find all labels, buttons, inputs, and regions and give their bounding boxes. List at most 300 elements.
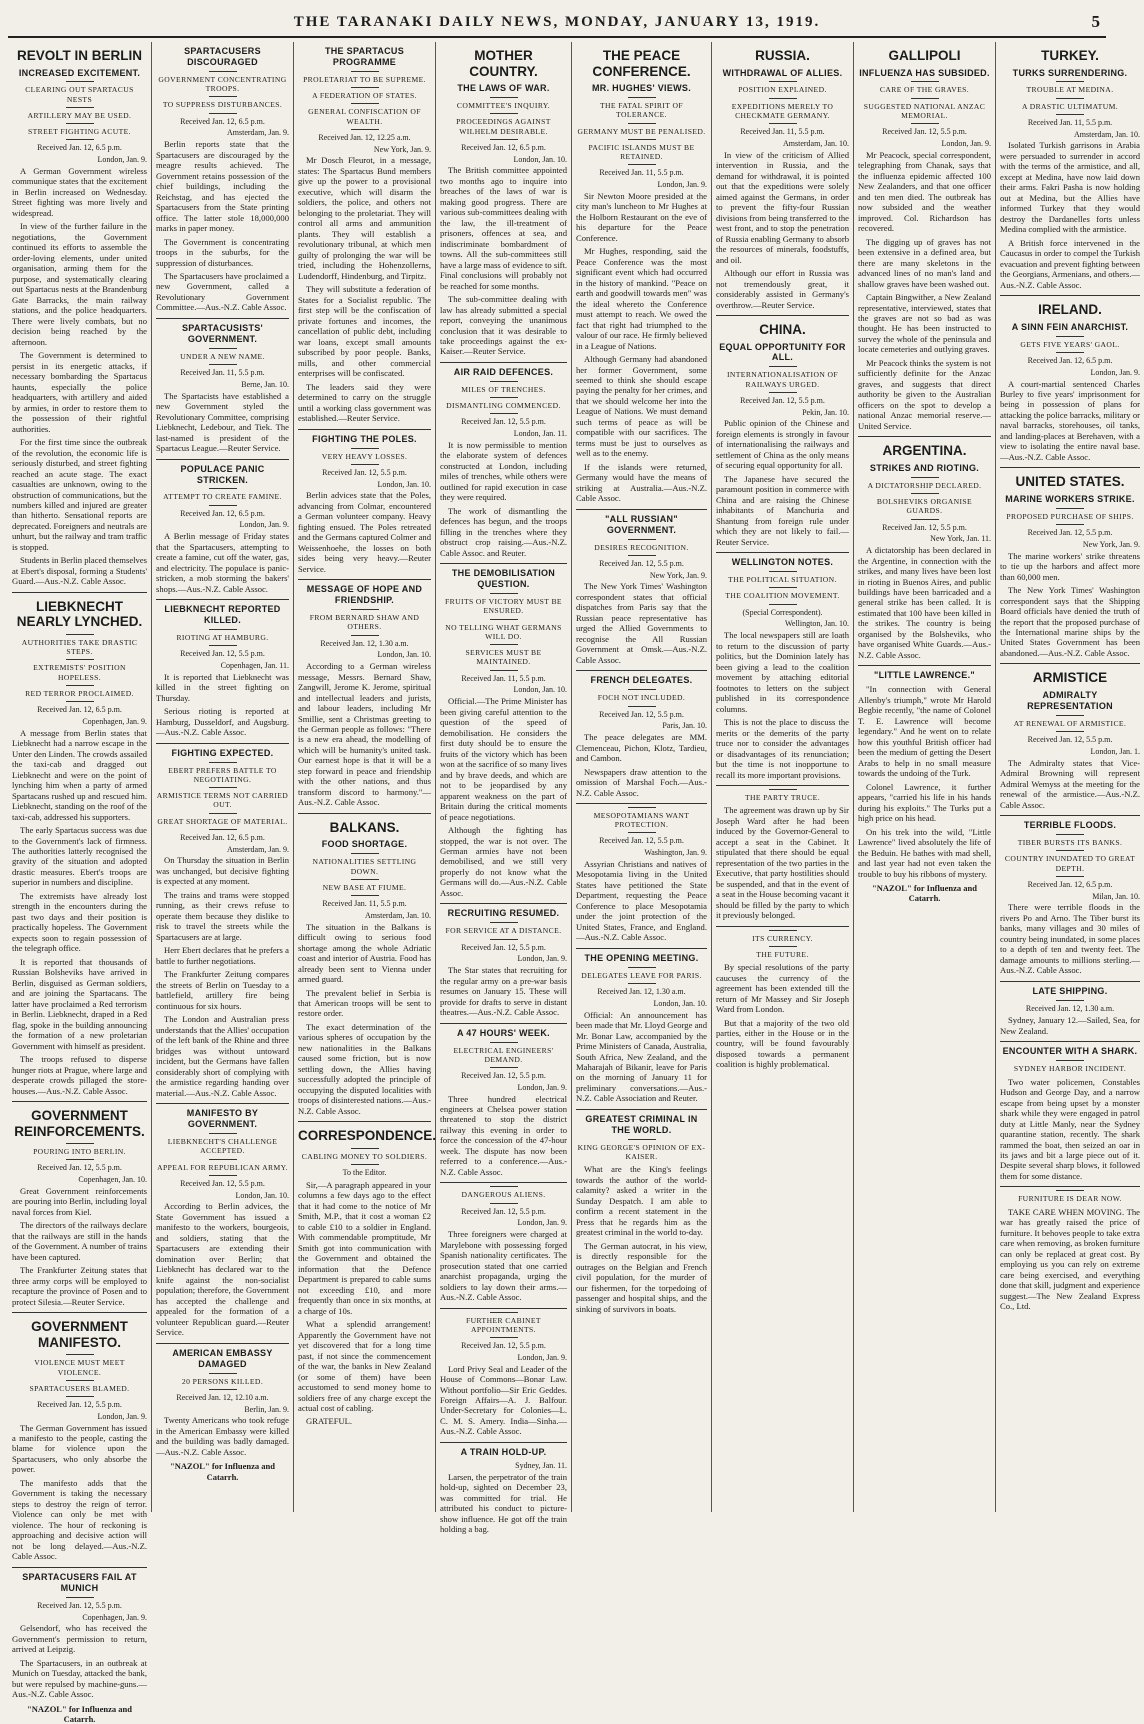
dash-rule	[490, 1337, 518, 1338]
article-received: Received Jan. 11, 5.5 p.m.	[180, 368, 265, 378]
article-dateline: Copenhagen, Jan. 11.	[220, 661, 289, 671]
article	[716, 785, 849, 921]
article-divider	[298, 429, 431, 430]
article-paragraph: "In connection with General Allenby's triumph," wrote Mr Harold Begbie recently, "the name of Colonel T. E. Lawrence will become legendary." And he went on to relate how this youthful British officer had been the medium of getting the Desert Arabs to help in no small measure towards the undoing of the Turk.	[858, 684, 991, 779]
article-paragraph: Although Germany had abandoned her former Government, some seemed to think she should escape paying the penalty for her crimes, and that we should welcome her into the League of Nations. We must demand such terms of peace as will be compatible with our sacrifices. The terms must be just to ourselves as well as to the enemy.	[576, 354, 707, 459]
article-paragraph: Colonel Lawrence, it further appears, "carried his life in his hands during his exploits." The Turks put a high price on his head.	[858, 781, 991, 824]
article-paragraph: Isolated Turkish garrisons in Arabia were persuaded to surrender in accord with the terms of the armistice, and all, except at Medina, have now laid down their arms. Fakri Pasha is now holding out at Medina, but the Allies have informed Turkey that they would destroy the Dardanelles forts unless Medina complied with the armistice.	[1000, 140, 1140, 235]
article-dateline: London, Jan. 9.	[517, 1352, 567, 1362]
article-dateline: Amsterdam, Jan. 9.	[227, 128, 289, 138]
article-paragraph: The extremists have already lost strength in the encounters during the past two days and their position is practically hopeless. The Government expects soon to regain possession of the telegraph office.	[12, 890, 147, 954]
article-received: Received Jan. 12, 5.5 p.m.	[180, 1178, 265, 1188]
article-deck: TROUBLE AT MEDINA.	[1026, 85, 1114, 95]
article-deck: THE FUTURE.	[756, 949, 809, 959]
dash-rule	[66, 701, 94, 702]
article-paragraph: A court-martial sentenced Charles Burley to five years' imprisonment for being in possession of plans for attacking the police barracks, military or naval barracks, storehouses, oil tanks, and landing-places at Berehaven, with a view to isolating the entire naval base.—Aus.-N.Z. Cable Assoc.	[1000, 378, 1140, 462]
article-paragraph: Herr Ebert declares that he prefers a battle to further negotiations.	[156, 945, 289, 966]
article-deck: EBERT PREFERS BATTLE TO NEGOTIATING.	[168, 765, 277, 784]
article-divider	[576, 670, 707, 671]
article-paragraph: Official.—The Prime Minister has been giving careful attention to the question of the speed of demobilisation. He considers the first duty should be to ensure the fruits of the victory which has been won at the sacrifice of so many lives and by brave deeds, and which are not to be jeopardised by any apparent weakness on the part of Britain during the critical moments of peace negotiations.	[440, 696, 567, 822]
article-dateline: Copenhagen, Jan. 9.	[82, 716, 147, 726]
dash-rule	[490, 1042, 518, 1043]
article-divider	[440, 903, 567, 904]
dash-rule	[351, 129, 379, 130]
article-headline: ARGENTINA.	[882, 443, 967, 459]
article-divider	[576, 948, 707, 949]
article-divider	[156, 318, 289, 319]
article-paragraph: The Government is determined to persist in its energetic attacks, if necessary bombarding the Spartacus haunts, especially the police headquarters, with artillery and aided by armies, in order to restore them to the possession of their rightful authorities.	[12, 350, 147, 434]
dash-rule	[209, 488, 237, 489]
article-paragraph: The situation in the Balkans is difficult owing to serious food shortage among the whole Adriatic coast and interior of Austria. Food has already been sent to Vienna under armed guard.	[298, 921, 431, 985]
article-received: Received Jan. 11, 5.5 p.m.	[1027, 117, 1113, 127]
article-paragraph: Larsen, the perpetrator of the train hold-up, sighted on December 23, was committed for trial. He attributed his conduct to picture-show influence. He got off the train holding a bag.	[440, 1471, 567, 1535]
article	[440, 1023, 567, 1178]
article-received: Received Jan. 12, 5.5 p.m.	[882, 127, 967, 137]
dash-rule	[769, 930, 797, 931]
dash-rule	[66, 634, 94, 635]
dash-rule	[628, 967, 656, 968]
dash-rule	[490, 939, 518, 940]
dash-rule	[769, 123, 797, 124]
dash-rule	[490, 1067, 518, 1068]
article-deck: FROM BERNARD SHAW AND OTHERS.	[309, 613, 420, 632]
article-paragraph: A Berlin message of Friday states that the Spartacusers, attempting to create a famine, cut off the water, gas, and electricity. The populace is panic-stricken, a mob storming the bakers' shops.—Aus.-N.Z. Cable Assoc.	[156, 531, 289, 594]
article-paragraph: The Frankfurter Zeitung compares the streets of Berlin on Tuesday to a battlefield, artillery fire being continuous for six hours.	[156, 969, 289, 1011]
article-deck: STREET FIGHTING ACUTE.	[28, 127, 131, 137]
article-divider	[1000, 815, 1140, 816]
article-paragraph: The London and Australian press understands that the Allies' occupation of the left bank of the Rhine and three bridges was without untoward incident, but the Germans have fallen considerably short of complying with the armistice regarding handing over material.—Aus.-N.Z. Cable Assoc.	[156, 1014, 289, 1098]
article-paragraph: Although our effort in Russia was not tremendously great, it considerably assisted in Germany's overthrow.—Reuter Service.	[716, 268, 849, 310]
dash-rule	[628, 123, 656, 124]
article-deck: INTERNATIONALISATION OF RAILWAYS URGED.	[726, 370, 839, 389]
article-deck: TO SUPPRESS DISTURBANCES.	[162, 100, 283, 110]
dash-rule	[490, 1312, 518, 1313]
dash-rule	[628, 164, 656, 165]
article-paragraph: According to a German wireless message, Messrs. Bernard Shaw, Zangwill, Jerome K. Jerome, spiritual and intellectual leaders and jurists, and labour leaders, including Mr Smillie, sent a Christmas greeting to the German people as follows: "There is a new era ahead, the modelling of which will be humanity's united task. Our earnest hope is that it will be a step forward in peace and friendship with the other nations, and thus transform discord to harmony."—Aus.-N.Z. Cable Assoc.	[298, 661, 431, 808]
dash-rule	[209, 505, 237, 506]
article-paragraph: The Admiralty states that Vice-Admiral Browning will represent Admiral Wemyss at the meeting for the renewal of the armistice.—Aus.-N.Z. Cable Assoc.	[1000, 757, 1140, 810]
article-headline: BALKANS.	[329, 819, 400, 835]
article-paragraph: Sydney, January 12.—Sailed, Sea, for New Zealand.	[1000, 1015, 1140, 1036]
dash-rule	[66, 123, 94, 124]
dash-rule	[209, 348, 237, 349]
dash-rule	[911, 493, 939, 494]
dash-rule	[1056, 352, 1084, 353]
dash-rule	[351, 1164, 379, 1165]
masthead	[0, 0, 1114, 42]
article-paragraph: A British force intervened in the Caucasus in order to compel the Turkish evacuation and prevent fighting between the Georgians, Armenians, and others.—Aus.-N.Z. Cable Assoc.	[1000, 237, 1140, 290]
article-subheadline: THE SPARTACUS PROGRAMME	[324, 46, 405, 67]
article	[298, 46, 431, 424]
article-paragraph: For the first time since the outbreak of the revolution, the economic life is seriously disturbed, and street fighting reached an acute stage. The exact casualties are unknown, owing to the obstruction of communications, but the numbers killed and injured are greater than hitherto. Sensational reports are deprecated. Foreigners and neutrals are unhurt, but the railway and tram traffic is stopped.	[12, 437, 147, 552]
article	[576, 670, 707, 798]
article-headline: RUSSIA.	[755, 48, 810, 63]
article-paragraph: A German Government wireless communique states that the excitement in Berlin increased on Wednesday. Street fighting was more lively and widespread.	[12, 165, 147, 218]
article-paragraph: Mr Peacock thinks the system is not sufficiently definite for the Anzac graves, and suggests that direct authority be given to the Australian officers on the spot to develop a national Anzac memorial reserve.—United Service.	[858, 357, 991, 431]
article	[576, 509, 707, 666]
article-paragraph: In view of the criticism of Allied intervention in Russia, and the demand for withdrawal, it is pointed out that the expeditions were solely aimed against the Germans, in order to prevent the fifty-four Russian divisions from being transferred to the west front, and to stop the penetration of Russia enabling Germany to absorb the resources of minerals, foodstuffs, and oil.	[716, 149, 849, 265]
article-deck: LIEBKNECHT'S CHALLENGE ACCEPTED.	[167, 1137, 278, 1156]
dash-rule	[628, 1139, 656, 1140]
article-subheadline: A 47 HOURS' WEEK.	[457, 1027, 550, 1038]
article-paragraph: The Frankfurter Zeitung states that three army corps will be employed to recapture the province of Posen and to protect Silesia.—Reuter Service.	[12, 1265, 147, 1307]
article-dateline: London, Jan. 10.	[377, 650, 431, 660]
dash-rule	[66, 1143, 94, 1144]
dash-rule	[209, 1389, 237, 1390]
column-3	[294, 42, 436, 1512]
article-dateline: London, Jan. 11.	[513, 429, 567, 439]
dash-rule	[769, 587, 797, 588]
dash-rule	[209, 829, 237, 830]
article-dateline: New York, Jan. 9.	[373, 144, 431, 154]
article-divider	[12, 1312, 147, 1313]
dash-rule	[209, 645, 237, 646]
article-paragraph: Official: An announcement has been made that Mr. Lloyd George and Mr. Bonar Law, accompanied by the Prime Ministers of Canada, Australia, South Africa, New Zealand, and the Maharajah of Bikanir, leave for Paris on the morning of January 11 for preliminary conversations.—Aus.-N.Z. Cable Association and Reuter.	[576, 1009, 707, 1104]
dash-rule	[490, 139, 518, 140]
dash-rule	[490, 670, 518, 671]
column-5	[572, 42, 712, 1512]
article-deck: FOR SERVICE AT A DISTANCE.	[445, 926, 562, 936]
article-deck: AUTHORITIES TAKE DRASTIC STEPS.	[21, 637, 138, 657]
article-deck: ARMISTICE TERMS NOT CARRIED OUT.	[156, 791, 289, 810]
column-1	[8, 42, 152, 1724]
article-paragraph: The Spartacists have established a new Government styled the Revolutionary Committee, comprising Liebknecht, Ledebour, and Tiek. The last-named is president of the Spartacus League.—Reuter Service.	[156, 390, 289, 454]
dash-rule	[1056, 98, 1084, 99]
article-paragraph: This is not the place to discuss the merits or the demerits of the party truce nor to consider the advantages or disadvantages of its renunciation; but the time is not inopportune to recall its more important provisions.	[716, 717, 849, 780]
article-divider	[298, 813, 431, 814]
article-deck: BOLSHEVIKS ORGANISE GUARDS.	[876, 497, 973, 516]
dash-rule	[911, 81, 939, 82]
dash-rule	[490, 619, 518, 620]
article-headline: GOVERNMENT MANIFESTO.	[31, 1319, 128, 1350]
article-deck: A DRASTIC ULTIMATUM.	[1021, 101, 1119, 111]
article-subheadline: MESSAGE OF HOPE AND FRIENDSHIP.	[306, 584, 423, 606]
article-paragraph: The manifesto adds that the Government is taking the necessary steps to destroy the reign of terror. Violence can only be met with violence. The hour of reckoning is approaching and decisive action will not be long delayed.—Aus.-N.Z. Cable Assoc.	[12, 1477, 147, 1562]
article-deck: GERMANY MUST BE PENALISED.	[577, 126, 706, 136]
article-deck: SYDNEY HARBOR INCIDENT.	[1013, 1064, 1127, 1074]
dash-rule	[1056, 850, 1084, 851]
article-subheadline: AIR RAID DEFENCES.	[453, 366, 554, 377]
article-divider	[440, 1182, 567, 1183]
article-deck: FOCH NOT INCLUDED.	[597, 693, 686, 703]
dash-rule	[66, 1354, 94, 1355]
article-dateline: Berne, Jan. 10.	[241, 379, 289, 389]
dash-rule	[209, 629, 237, 630]
article-deck: SPARTACUSERS BLAMED.	[29, 1383, 130, 1393]
article-paragraph: The British committee appointed two months ago to inquire into breaches of the laws of war is making good progress. There are various sub-committees dealing with the law, the ill-treatment of prisoners, offences at sea, and indiscriminate bombardment of towns. All the sub-committees still have a large mass of evidence to sift. Final conclusions will probably not be reached for some months.	[440, 165, 567, 291]
article-divider	[1000, 663, 1140, 664]
article-headline: THE PEACE CONFERENCE.	[592, 48, 691, 79]
dash-rule	[628, 832, 656, 833]
article	[156, 318, 289, 454]
article-divider	[716, 785, 849, 786]
article-deck: AT RENEWAL OF ARMISTICE.	[1013, 718, 1127, 728]
article-divider	[12, 1567, 147, 1568]
masthead-title: THE TARANAKI DAILY NEWS, MONDAY, JANUARY 13, 1919.	[293, 14, 821, 30]
dash-rule	[911, 519, 939, 520]
newspaper-columns	[8, 42, 1140, 1724]
article-deck: EXPEDITIONS MERELY TO CHECKMATE GERMANY.	[731, 101, 834, 120]
article-received: Received Jan. 12, 5.5 p.m.	[461, 417, 546, 427]
dash-rule	[1056, 524, 1084, 525]
article-deck: MILES OF TRENCHES.	[461, 384, 546, 394]
article-deck: NATIONALITIES SETTLING DOWN.	[312, 857, 417, 876]
article-headline: IRELAND.	[1038, 302, 1102, 318]
article-received: Received Jan. 12, 5.5 p.m.	[599, 836, 684, 846]
article-dateline: New York, Jan. 9.	[649, 570, 707, 580]
article-dateline: Paris, Jan. 10.	[662, 721, 707, 731]
article-dateline: Copenhagen, Jan. 9.	[82, 1612, 147, 1622]
article-received: Received Jan. 12, 6.5 p.m.	[180, 116, 265, 126]
article	[156, 1343, 289, 1458]
article-divider	[156, 1343, 289, 1344]
article-headline: CHINA.	[759, 322, 806, 337]
article	[1000, 981, 1140, 1037]
article-divider	[1000, 981, 1140, 982]
dash-rule	[351, 448, 379, 449]
article-paragraph: TAKE CARE WHEN MOVING. The war has greatly raised the price of furniture. It behoves people to take extra care when removing, as broken furniture can only be replaced at great cost. By employing us you can rely on extreme care being exercised, and everything done that skill, judgment and experience suggest.—The New Zealand Express Co., Ltd.	[1000, 1206, 1140, 1312]
article-paragraph: Serious rioting is reported at Hamburg, Dusseldorf, and Augsburg.—Aus.-N.Z. Cable Assoc.	[156, 706, 289, 738]
article-paragraph: According to Berlin advices, the State Government has issued a manifesto to the workers, bourgeois, and soldiers, stating that the Spartacusers are extending their domination over Berlin; that Liebknecht has declared war to the knife against the non-socialist population; therefore, the Government has accepted the challenge and appealed for the formation of a volunteer Republican guard.—Reuter Service.	[156, 1201, 289, 1338]
article-subheadline: ENCOUNTER WITH A SHARK.	[1002, 1046, 1138, 1057]
article-received: Received Jan. 12, 6.5 p.m.	[180, 832, 265, 842]
article-deck: CARE OF THE GRAVES.	[879, 85, 970, 95]
article-paragraph: The troops refused to disperse hunger riots at Prague, where large and desperate crowds pillaged the store-houses.—Aus.-N.Z. Cable Assoc.	[12, 1054, 147, 1096]
article-dateline: London, Jan. 9.	[517, 1218, 567, 1228]
article-paragraph: Newspapers draw attention to the omission of Marshal Foch.—Aus.-N.Z. Cable Assoc.	[576, 766, 707, 798]
article-deck: A FEDERATION OF STATES.	[312, 91, 417, 101]
article-subheadline: AMERICAN EMBASSY DAMAGED	[172, 1347, 273, 1369]
article	[858, 436, 991, 660]
article-dateline: Amsterdam, Jan. 10.	[783, 138, 849, 148]
article-received: Received Jan. 12, 1.30 a.m.	[1025, 1003, 1115, 1013]
article-deck: POURING INTO BERLIN.	[33, 1147, 126, 1157]
article-dateline: Pekin, Jan. 10.	[802, 407, 849, 417]
article-dateline: London, Jan. 9.	[941, 138, 991, 148]
article-divider	[298, 579, 431, 580]
article-paragraph: GRATEFUL.	[306, 1416, 353, 1427]
article-paragraph: The trains and trams were stopped running, as their crews refuse to operate them because they dislike to risk to travel the streets while the Spartacusers are at large.	[156, 889, 289, 942]
article-received: Received Jan. 12, 5.5 p.m.	[37, 1400, 122, 1410]
article-paragraph: The Star states that recruiting for the regular army on a pre-war basis resumes on January 15. These will provide for drafts to serve in distant theatres.—Aus.-N.Z. Cable Assoc.	[440, 965, 567, 1018]
article-received: Received Jan. 12, 5.5 p.m.	[740, 395, 825, 405]
dash-rule	[769, 392, 797, 393]
article-dateline: New York, Jan. 11.	[930, 534, 991, 544]
dash-rule	[490, 593, 518, 594]
article-paragraph: By special resolutions of the party caucuses the currency of the agreement has been extended till the return of Mr Massey and Sir Joseph Ward from London.	[716, 962, 849, 1015]
article-deck: SUGGESTED NATIONAL ANZAC MEMORIAL.	[863, 101, 986, 120]
article-paragraph: The marine workers' strike threatens to tie up the harbors and affect more than 60,000 men.	[1000, 550, 1140, 582]
article	[12, 48, 147, 587]
column-8	[996, 42, 1144, 1512]
article-deck: FRUITS OF VICTORY MUST BE ENSURED.	[445, 597, 562, 616]
article-dateline: London, Jan. 9.	[97, 155, 147, 165]
dash-rule	[209, 113, 237, 114]
dash-rule	[911, 123, 939, 124]
article-divider	[12, 1101, 147, 1102]
article-subheadline: FIGHTING EXPECTED.	[171, 747, 274, 758]
article-subheadline: MARINE WORKERS STRIKE.	[1005, 493, 1135, 504]
article-divider	[576, 509, 707, 510]
dash-rule	[1056, 1190, 1084, 1191]
article-paragraph: Sir Newton Moore presided at the city man's luncheon to Mr Hughes at the Holborn Restaurant on the eve of his departure for the Peace Conference.	[576, 190, 707, 243]
article-paragraph: The digging up of graves has not been extensive in a defined area, but there are many skeletons in the advanced lines of no man's land and shallow graves have been washed out.	[858, 236, 991, 289]
dash-rule	[769, 604, 797, 605]
article-dateline: Wellington, Jan. 10.	[784, 619, 849, 629]
article-received: Received Jan. 12, 1.30 a.m.	[597, 987, 686, 997]
article-subheadline: A TRAIN HOLD-UP.	[460, 1446, 547, 1457]
article	[1000, 815, 1140, 976]
article-paragraph: Three foreigners were charged at Marylebone with possessing forged Spanish nationality certificates. The prosecution stated that one carried anarchist propaganda, urging the soldiers to lay down their arms.—Aus.-N.Z. Cable Assoc.	[440, 1229, 567, 1303]
article-subheadline: LIEBKNECHT REPORTED KILLED.	[164, 604, 281, 626]
article-received: Received Jan. 12, 5.5 p.m.	[322, 467, 407, 477]
dash-rule	[351, 1148, 379, 1149]
article-divider	[156, 459, 289, 460]
article-received: Received Jan. 12, 12.10 a.m.	[176, 1392, 269, 1402]
dash-rule	[628, 983, 656, 984]
article-deck: PROLETARIAT TO BE SUPREME.	[303, 74, 426, 84]
article-deck: RIOTING AT HAMBURG.	[176, 633, 269, 643]
article-dateline: London, Jan. 10.	[235, 1190, 289, 1200]
article-dateline: London, Jan. 9.	[97, 1411, 147, 1421]
article-deck: TIBER BURSTS ITS BANKS.	[1017, 838, 1123, 848]
article	[440, 362, 567, 558]
dash-rule	[66, 1396, 94, 1397]
article	[716, 926, 849, 1070]
article	[440, 1308, 567, 1437]
article-dateline: London, Jan. 9.	[239, 520, 289, 530]
article	[440, 1442, 567, 1535]
dash-rule	[490, 922, 518, 923]
article-dateline: London, Jan. 1.	[1090, 746, 1140, 756]
article-paragraph: It is reported that Liebknecht was killed in the street fighting on Thursday.	[156, 671, 289, 703]
article-received: Received Jan. 12, 5.5 p.m.	[461, 942, 546, 952]
dash-rule	[66, 1380, 94, 1381]
advertisement: "NAZOL" for Influenza and Catarrh.	[170, 1461, 275, 1482]
article-paragraph: Students in Berlin placed themselves at Ebert's disposal, forming a Students' Guard.—Aus.-N.Z. Cable Assoc.	[12, 555, 147, 587]
dash-rule	[209, 1373, 237, 1374]
article-divider	[576, 1109, 707, 1110]
dash-rule	[490, 413, 518, 414]
dash-rule	[769, 789, 797, 790]
dash-rule	[628, 689, 656, 690]
article	[716, 315, 849, 547]
dash-rule	[66, 81, 94, 82]
article-divider	[440, 1023, 567, 1024]
article-divider	[1000, 295, 1140, 296]
article-deck: FURTHER CABINET APPOINTMENTS.	[466, 1315, 541, 1334]
dash-rule	[351, 895, 379, 896]
article-divider	[716, 552, 849, 553]
article-headline: CORRESPONDENCE.	[298, 1128, 437, 1144]
article-subheadline: THE DEMOBILISATION QUESTION.	[451, 568, 556, 590]
article-paragraph: Lord Privy Seal and Leader of the House of Commons—Bonar Law. Without portfolio—Sir Eric Geddes. Foreign Affairs—A. J. Balfour. Under-Secretary for Colonies—L. C. M. S. Amery. India—Sinha.—Aus.-N.Z. Cable Assoc.	[440, 1363, 567, 1437]
article-subheadline: A SINN FEIN ANARCHIST.	[1011, 321, 1129, 332]
article-headline: LIEBKNECHT NEARLY LYNCHED.	[16, 598, 143, 630]
article-dateline: Berlin, Jan. 9.	[244, 1404, 289, 1414]
article	[1000, 295, 1140, 462]
article-dateline: Amsterdam, Jan. 9.	[227, 844, 289, 854]
dash-rule	[1056, 81, 1084, 82]
article-paragraph: The peace delegates are MM. Clemenceau, Pichon, Klotz, Tardieu, and Cambon.	[576, 732, 707, 764]
dash-rule	[1056, 1060, 1084, 1061]
article-paragraph: If the islands were returned, Germany would have the means of striking at Australia.—Aus.-N.Z. Cable Assoc.	[576, 461, 707, 504]
article-subheadline: POPULACE PANIC STRICKEN.	[180, 463, 265, 485]
dash-rule	[351, 71, 379, 72]
dash-rule	[351, 464, 379, 465]
article-deck: RED TERROR PROCLAIMED.	[25, 688, 134, 698]
article-paragraph: The New York Times' Washington correspondent says that the Shipping Board officials have denied the truth of the report that the proposed purchase of the International marine ships by the United States Government has been abandoned.—Aus.-N.Z. Cable Assoc.	[1000, 585, 1140, 658]
article-paragraph: There were terrible floods in the rivers Po and Arno. The Tiber burst its banks, many villages and 30 miles of country being inundated, in some places to a depth of ten and twenty feet. The damage amounts to millions sterling.—Aus.-N.Z. Cable Assoc.	[1000, 902, 1140, 976]
article-dateline: Washington, Jan. 9.	[644, 848, 707, 858]
advertisement: "NAZOL" for Influenza and Catarrh.	[872, 883, 977, 904]
dash-rule	[66, 659, 94, 660]
dash-rule	[1056, 731, 1084, 732]
dash-rule	[209, 787, 237, 788]
article-deck: THE COALITION MOVEMENT.	[725, 591, 840, 601]
column-2	[152, 42, 294, 1512]
article-deck: POSITION EXPLAINED.	[738, 85, 827, 95]
article-subheadline: "LITTLE LAWRENCE."	[874, 670, 975, 681]
article-subheadline: SPARTACUSERS FAIL AT MUNICH	[22, 1571, 137, 1593]
article-received: Received Jan. 12, 5.5 p.m.	[180, 649, 265, 659]
article	[156, 743, 289, 1098]
article-headline: ARMISTICE	[1032, 670, 1108, 686]
article-divider	[858, 665, 991, 666]
article-deck: KING GEORGE'S OPINION OF EX-KAISER.	[577, 1142, 706, 1162]
article-deck: THE POLITICAL SITUATION.	[728, 575, 837, 585]
article-paragraph: In view of the further failure in the negotiations, the Government continued its efforts to assemble the order-loving elements, under united organisation, arming them for the purpose, and systematically clearing out Spartacus nests at the Brandenburg Gate Barracks, the main railway stations, and the police headquarters. There were lively combats, but no decision being reached by the afternoon.	[12, 221, 147, 347]
article-subheadline: SPARTACUSERS DISCOURAGED	[184, 46, 261, 67]
article	[440, 48, 567, 357]
dash-rule	[628, 555, 656, 556]
article-paragraph: It is reported that thousands of Russian Bolsheviks have arrived in Berlin, disguised as German soldiers, and are joining the Spartacans. The latter have proclaimed a Red terrorism in Berlin. Liebknecht, draped in a Red flag, spoke in the building announcing the formation of a new proletarian Government with himself as president.	[12, 956, 147, 1051]
article-dateline: London, Jan. 10.	[653, 998, 707, 1008]
article-paragraph: The local newspapers still are loath to return to the discussion of party politics, but the Dominion lately has been giving a lead to the coalition movement by attaching editorial footnotes to letters on the subject published in its correspondence columns.	[716, 630, 849, 714]
dash-rule	[351, 87, 379, 88]
article-deck: GENERAL CONFISCATION OF WEALTH.	[308, 107, 421, 126]
column-7	[854, 42, 996, 1512]
article-paragraph: They will substitute a federation of States for a Socialist republic. The first step will be the confiscation of private fortunes and incomes, the cancellation of public debt, including war loans, except small amounts subscribed by poor people. Banks, mills, and other commercial enterprises will be confiscated.	[298, 284, 431, 379]
dash-rule	[490, 97, 518, 98]
article-deck: UNDER A NEW NAME.	[180, 351, 265, 361]
article	[12, 592, 147, 1096]
article-headline: MOTHER COUNTRY.	[469, 48, 538, 79]
article-subheadline: TERRIBLE FLOODS.	[1023, 820, 1117, 831]
article-subheadline: FOOD SHORTAGE.	[321, 839, 408, 850]
dash-rule	[66, 685, 94, 686]
article-received: (Special Correspondent).	[742, 607, 823, 617]
article	[298, 813, 431, 1116]
article-subheadline: EQUAL OPPORTUNITY FOR ALL.	[719, 341, 846, 363]
article-received: Received Jan. 12, 6.5 p.m.	[180, 508, 265, 518]
article-paragraph: The German autocrat, in his view, is directly responsible for the outrages on the Belgian and French civil population, for the murder of our fishermen, for the torpedoing of passenger and hospital ships, and the sinking of survivors in boats.	[576, 1240, 707, 1314]
article-paragraph: It is now permissible to mention the elaborate system of defences constructed at London, including miles of trenches, while others were outlined for rapid execution in case they were required.	[440, 439, 567, 503]
article-received: Received Jan. 12, 5.5 p.m.	[1027, 735, 1113, 745]
article	[440, 1182, 567, 1302]
article-paragraph: Mr Hughes, responding, said the Peace Conference was the most significant event which had occurred in the history of mankind. "Peace on earth and goodwill towards men" was the ideal whereto the Conference must attempt to reach. We owed the fact that right had triumphed to the valour of our race. He firmly believed in a League of Nations.	[576, 246, 707, 351]
dash-rule	[490, 644, 518, 645]
article-deck: VERY HEAVY LOSSES.	[321, 451, 408, 461]
article-deck: ELECTRICAL ENGINEERS' DEMAND.	[453, 1045, 554, 1064]
article	[156, 46, 289, 313]
dash-rule	[209, 762, 237, 763]
article-paragraph: What are the King's feelings towards the author of the world-calamity? asked a writer in the Sunday Despatch. I am able to confirm a recent statement in the Press that he regards him as the greatest criminal in the world to-day.	[576, 1164, 707, 1238]
dash-rule	[1056, 834, 1084, 835]
article-paragraph: Great Government reinforcements are pouring into Berlin, including loyal naval forces from Kiel.	[12, 1185, 147, 1217]
article-paragraph: On Thursday the situation in Berlin was unchanged, but decisive fighting is expected at any moment.	[156, 855, 289, 887]
article-paragraph: Three hundred electrical engineers at Chelsea power station threatened to stop the district railway this evening in order to force the concession of the 47-hour week. The dispute has now been referred to a conference.—Aus.-N.Z. Cable Assoc.	[440, 1093, 567, 1177]
